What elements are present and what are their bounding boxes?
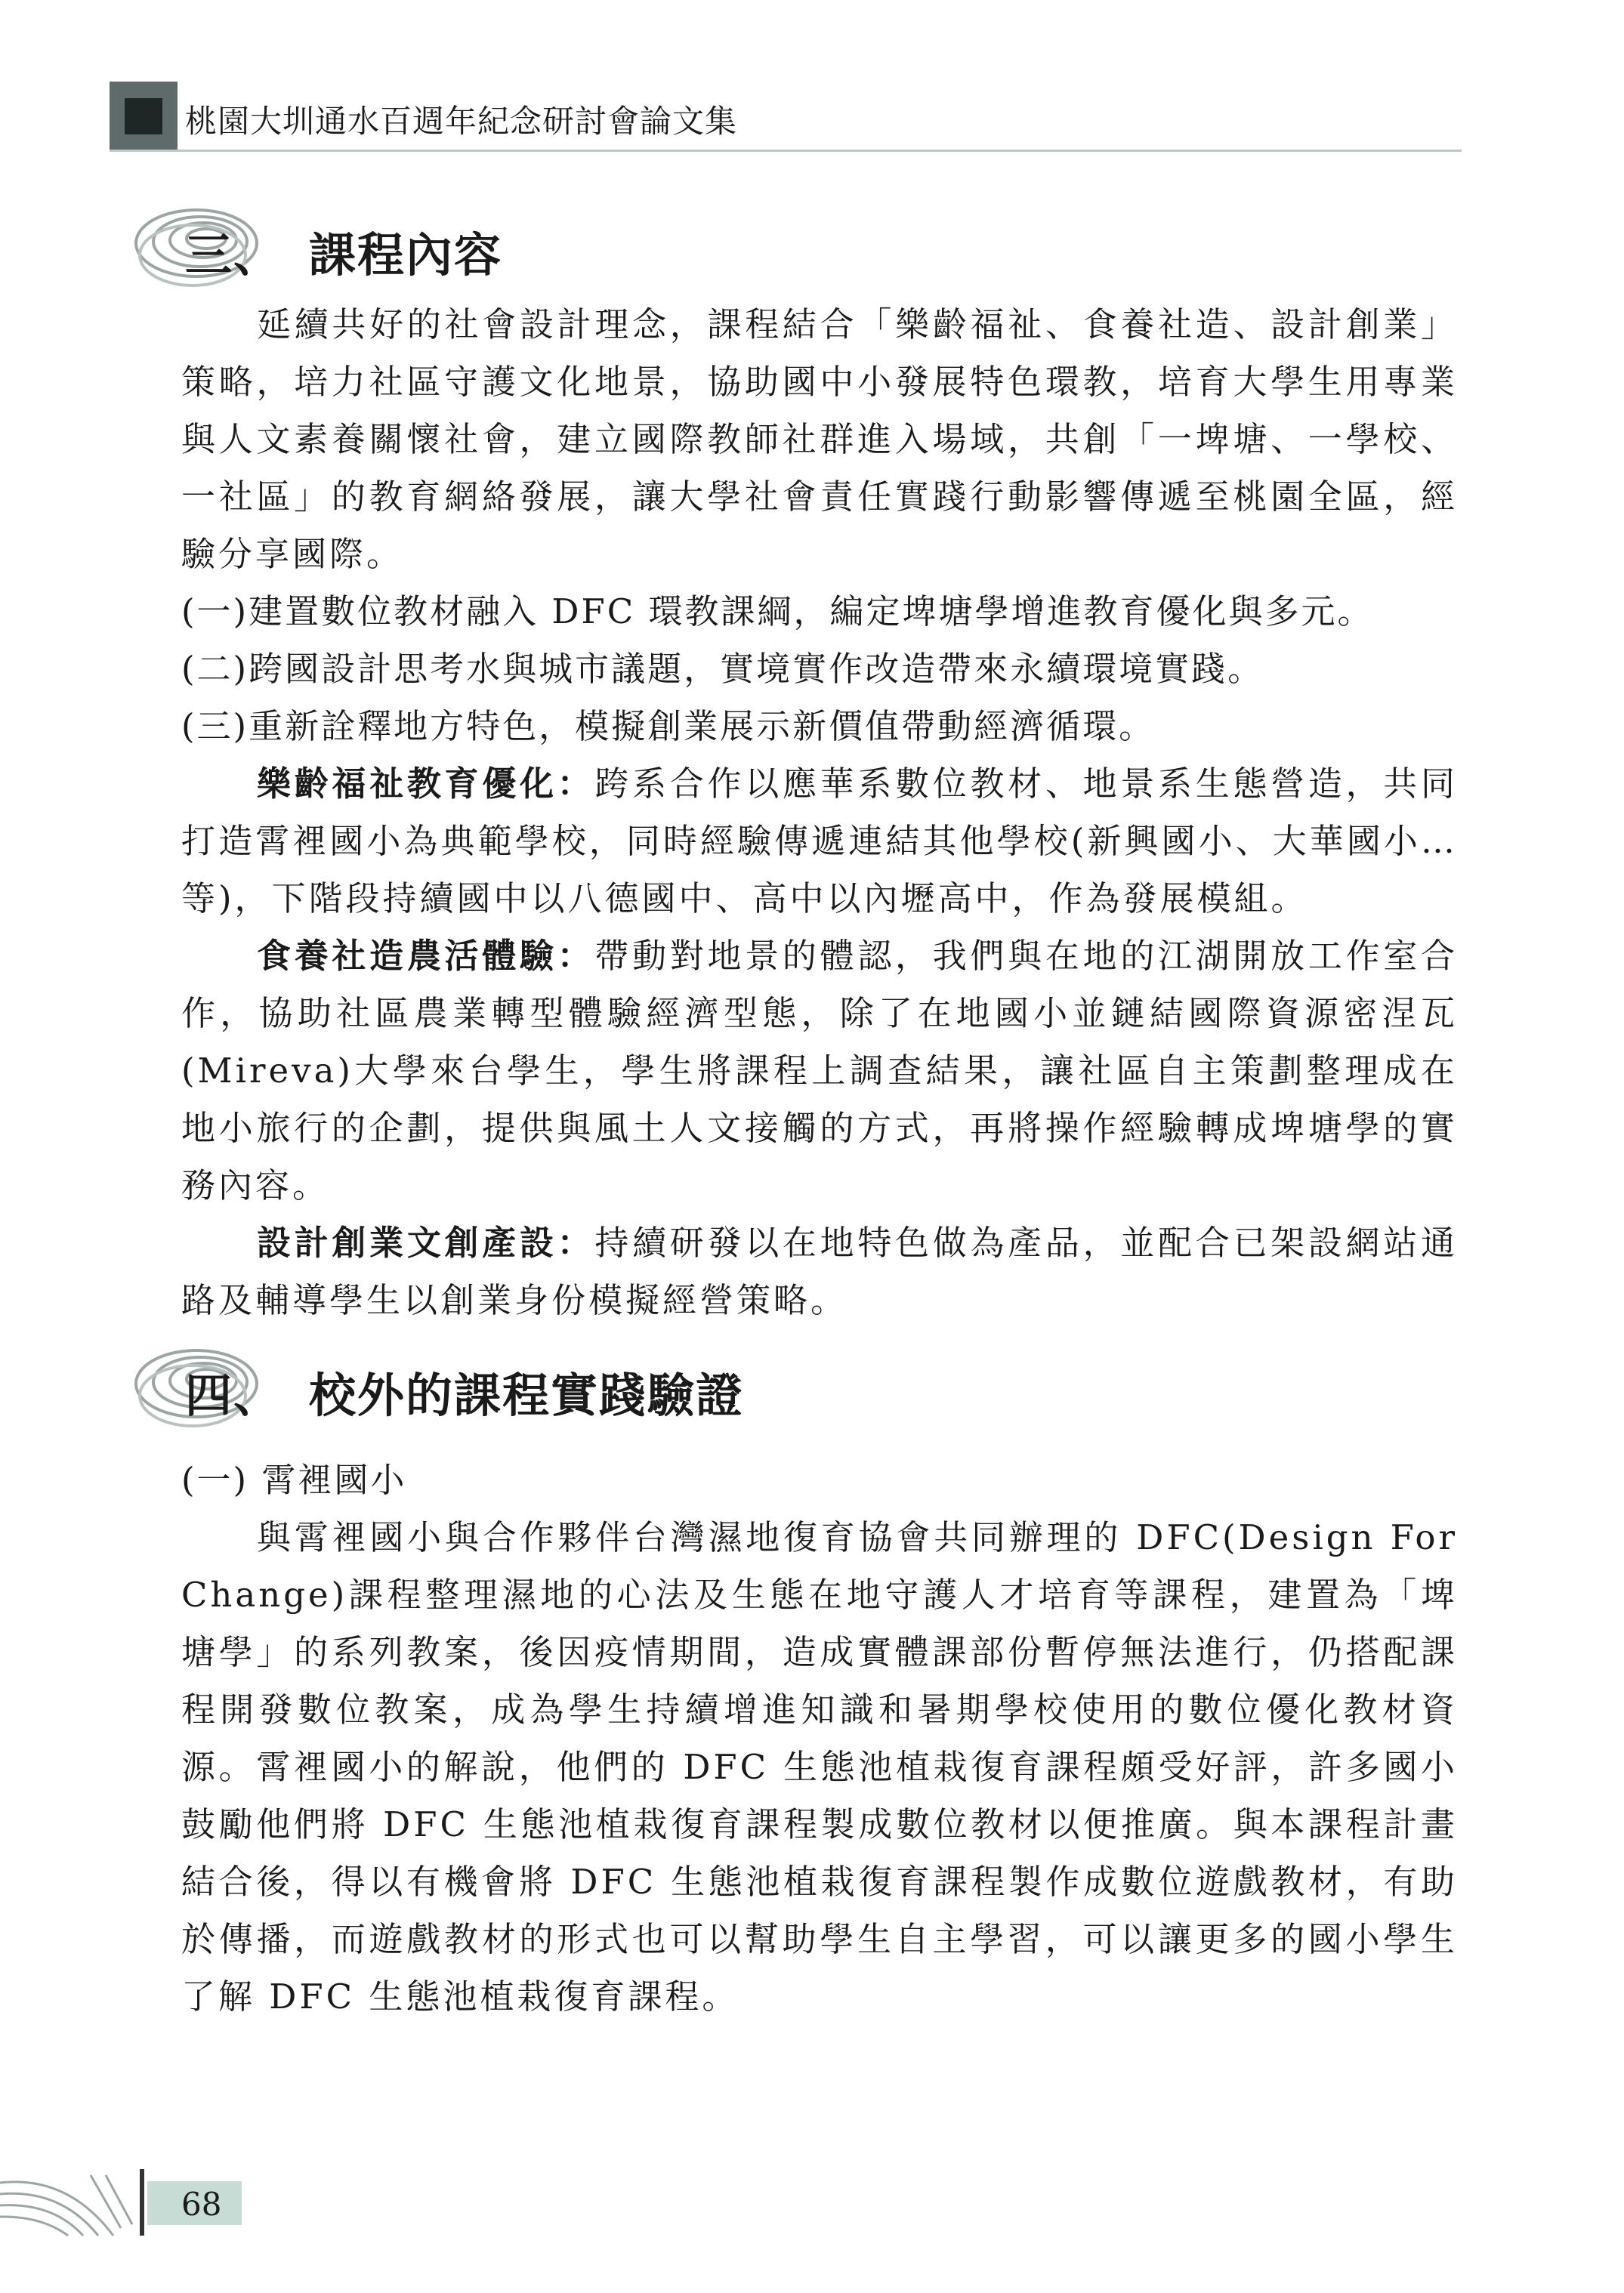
header-rule (110, 150, 1462, 152)
list-item: (二)跨國設計思考水與城市議題，實境實作改造帶來永續環境實踐。 (181, 649, 1264, 689)
item-text: 跨系合作以應華系數位教材、地景系生態營造，共同打造霄裡國小為典範學校，同時經驗傳遞連結其他學校(新興國小、大華國小…等)，下階段持續國中以八德國中、高中以內壢高中，作為發展模組。 (181, 764, 1458, 918)
section-title: 課程內容 (309, 227, 503, 282)
footer-bar (140, 2169, 144, 2236)
section-number: 四、 (185, 1368, 283, 1423)
footer-ripple-icon (0, 2153, 144, 2243)
item-paragraph (181, 1214, 1458, 1329)
item-label: 樂齡福祉教育優化： (257, 764, 595, 804)
section-number: 三、 (185, 227, 283, 282)
section-heading-3 (125, 196, 804, 302)
header-square-inner-icon (125, 98, 162, 134)
running-title: 桃園大圳通水百週年紀念研討會論文集 (185, 103, 738, 140)
item-text: 持續研發以在地特色做為產品，並配合已架設網站通路及輔導學生以創業身份模擬經營策略。 (181, 1223, 1458, 1320)
list-item: (一)建置數位教材融入 DFC 環教課綱，編定埤塘學增進教育優化與多元。 (181, 591, 1374, 631)
page-number: 68 (181, 2186, 222, 2223)
page-number-box (147, 2181, 242, 2225)
item-label: 食養社造農活體驗： (257, 936, 595, 976)
item-paragraph (181, 755, 1458, 927)
list-item: (三)重新詮釋地方特色，模擬創業展示新價值帶動經濟循環。 (181, 706, 1156, 746)
item-label: 設計創業文創產設： (257, 1223, 595, 1263)
item-text: 帶動對地景的體認，我們與在地的江湖開放工作室合作，協助社區農業轉型體驗經濟型態，除了在地國小並鏈結國際資源密涅瓦(Mireva)大學來台學生，學生將課程上調查結果，讓社區自主策劃整理成在地小旅行的企劃，提供與風土人文接觸的方式，再將操作經驗轉成埤塘學的實務內容。 (181, 936, 1458, 1205)
section3-intro: 延續共好的社會設計理念，課程結合「樂齡福祉、食養社造、設計創業」策略，培力社區守護文化地景，協助國中小發展特色環教，培育大學生用專業與人文素養關懷社會，建立國際教師社群進入場域，共創「一埤塘、一學校、一社區」的教育網絡發展，讓大學社會責任實踐行動影響傳遞至桃園全區，經驗分享國際。 (181, 304, 1458, 574)
section4-paragraph: 與霄裡國小與合作夥伴台灣濕地復育協會共同辦理的 DFC(Design For Change)課程整理濕地的心法及生態在地守護人才培育等課程，建置為「埤塘學」的系列教案，後因疫情期間，造成實體課部份暫停無法進行，仍搭配課程開發數位教案，成為學生持續增進知識和暑期學校使用的數位優化教材資源。霄裡國小的解說，他們的 DFC 生態池植栽復育課程頗受好評，許多國小鼓勵他們將 DFC 生態池植栽復育課程製成數位教材以便推廣。與本課程計畫結合後，得以有機會將 DFC 生態池植栽復育課程製作成數位遊戲教材，有助於傳播，而遊戲教材的形式也可以幫助學生自主學習，可以讓更多的國小學生了解 DFC 生態池植栽復育課程。 (181, 1517, 1458, 2017)
item-paragraph (181, 927, 1458, 1214)
page-footer (0, 2153, 242, 2243)
subsection-title: (一) 霄裡國小 (181, 1460, 407, 1500)
section-heading-4 (125, 1337, 804, 1443)
section-title: 校外的課程實踐驗證 (309, 1368, 745, 1423)
